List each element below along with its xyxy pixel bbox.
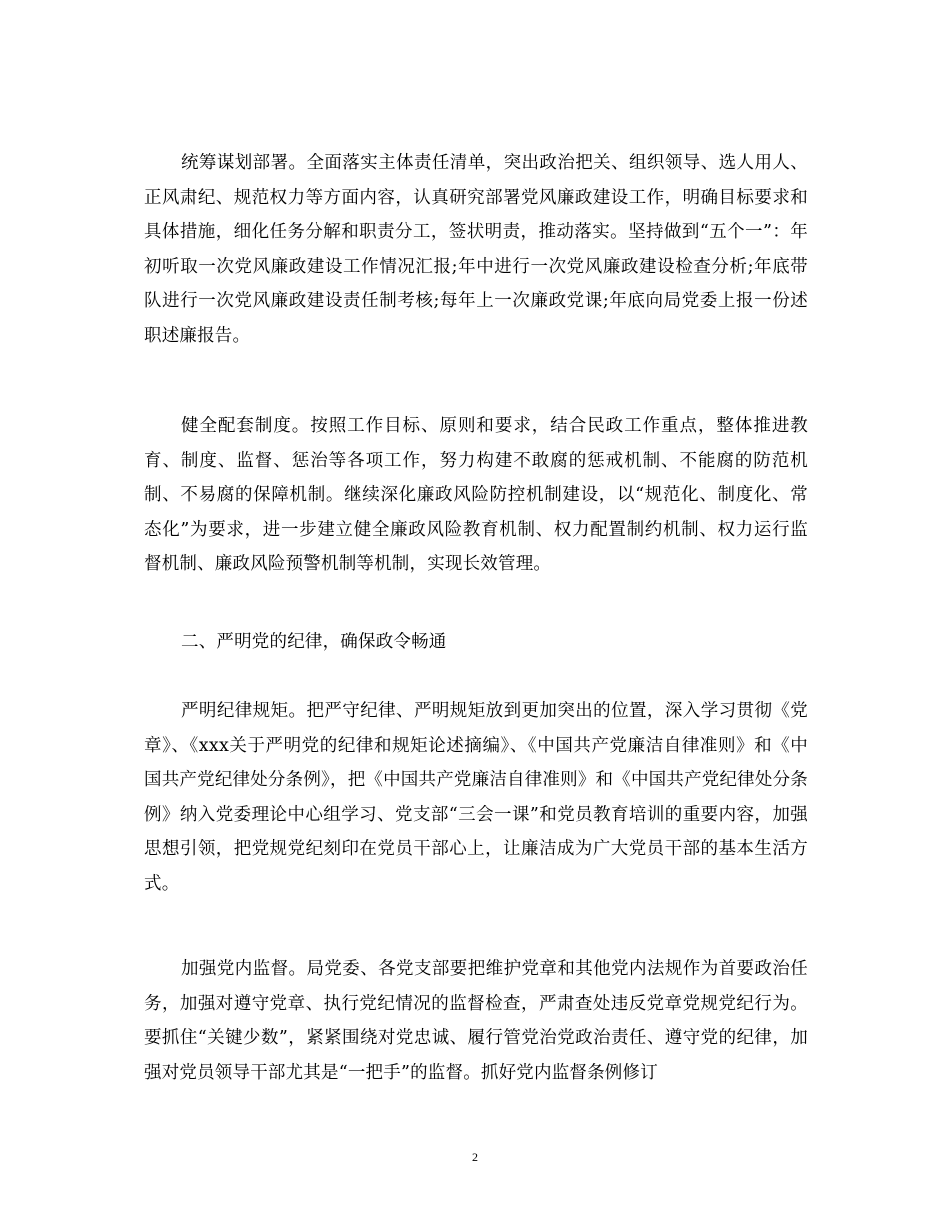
paragraph-planning-deployment: 统筹谋划部署。全面落实主体责任清单，突出政治把关、组织领导、选人用人、正风肃纪、规范权力等方面内容，认真研究部署党风廉政建设工作，明确目标要求和具体措施，细化任务分解和职责分工，签状明责，推动落实。坚持做到“五个一”：年初听取一次党风廉政建设工作情况汇报;年中进行一次党风廉政建设检查分析;年底带队进行一次党风廉政建设责任制考核;每年上一次廉政党课;年底向局党委上报一份述职述廉报告。: [144, 153, 808, 346]
page-number: 2: [472, 1150, 478, 1164]
paragraph-internal-supervision: 加强党内监督。局党委、各党支部要把维护党章和其他党内法规作为首要政治任务，加强对遵守党章、执行党纪情况的监督检查，严肃查处违反党章党规党纪行为。要抓住“关键少数”，紧紧围绕对党忠诚、履行管党治党政治责任、遵守党的纪律，加强对党员领导干部尤其是“一把手”的监督。抓好党内监督条例修订: [144, 959, 808, 1083]
paragraph-discipline-rules: 严明纪律规矩。把严守纪律、严明规矩放到更加突出的位置，深入学习贯彻《党章》、《xxx关于严明党的纪律和规矩论述摘编》、《中国共产党廉洁自律准则》和《中国共产党纪律处分条例》，把《中国共产党廉洁自律准则》和《中国共产党纪律处分条例》纳入党委理论中心组学习、党支部“三会一课”和党员教育培训的重要内容，加强思想引领，把党规党纪刻印在党员干部心上，让廉洁成为广大党员干部的基本生活方式。: [144, 701, 808, 894]
section-heading-party-discipline: 二、严明党的纪律，确保政令畅通: [181, 632, 447, 652]
paragraph-supporting-systems: 健全配套制度。按照工作目标、原则和要求，结合民政工作重点，整体推进教育、制度、监督、惩治等各项工作，努力构建不敢腐的惩戒机制、不能腐的防范机制、不易腐的保障机制。继续深化廉政风险防控机制建设，以“规范化、制度化、常态化”为要求，进一步建立健全廉政风险教育机制、权力配置制约机制、权力运行监督机制、廉政风险预警机制等机制，实现长效管理。: [144, 416, 808, 575]
